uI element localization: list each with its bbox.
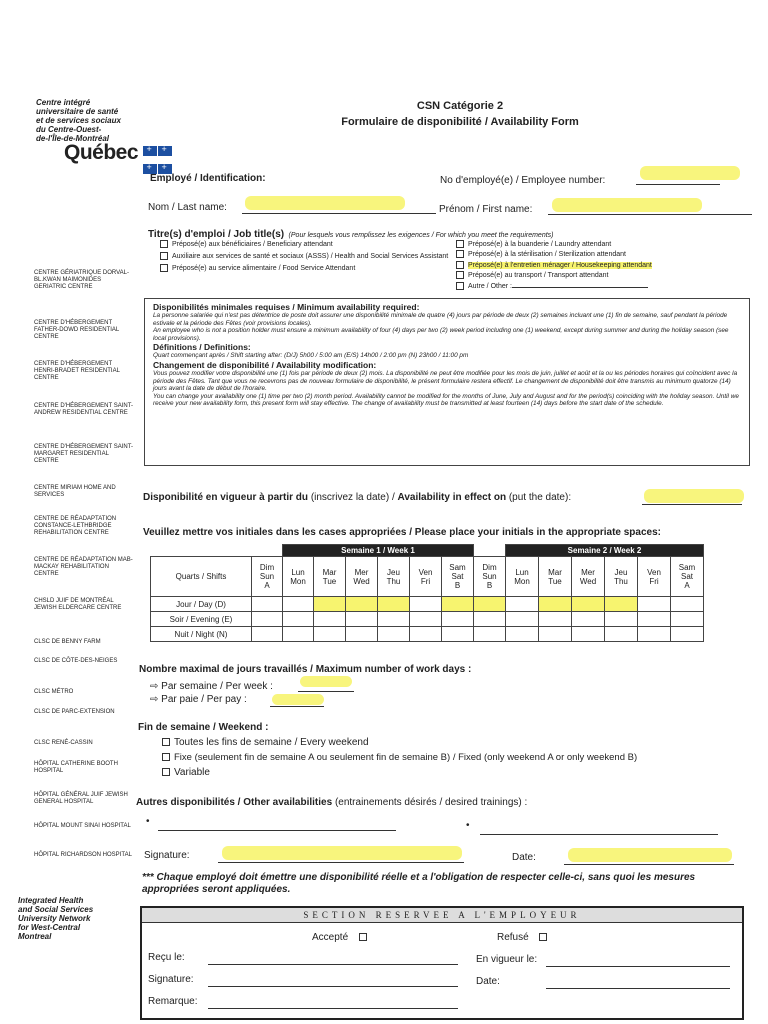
list-item: HÔPITAL RICHARDSON HOSPITAL	[34, 852, 132, 858]
job-option[interactable]: Préposé(e) à l'entretien ménager / Housekeeping attendant	[456, 261, 756, 270]
checkbox[interactable]	[162, 738, 170, 746]
signature-label: Signature:	[144, 850, 190, 861]
initial-cell[interactable]	[252, 597, 283, 612]
list-item: CLSC DE PARC-EXTENSION	[34, 709, 115, 715]
initials-instruction: Veuillez mettre vos initiales dans les cases appropriées / Please place your initials in the appropriate spaces:	[143, 527, 661, 538]
initial-cell[interactable]	[506, 612, 539, 627]
highlight-mark	[300, 676, 352, 687]
job-option[interactable]: Préposé(e) au service alimentaire / Food Service Attendant	[160, 264, 450, 273]
employer-date-label: Date:	[476, 976, 500, 987]
checkbox[interactable]	[359, 933, 367, 941]
per-week-field[interactable]	[298, 691, 354, 692]
day-header: Jeu Thu	[378, 557, 410, 597]
initial-cell[interactable]	[346, 612, 378, 627]
day-header: Sam Sat B	[442, 557, 474, 597]
initial-cell[interactable]	[605, 597, 638, 612]
employee-number-field[interactable]	[636, 184, 720, 185]
table-row	[151, 627, 704, 642]
day-header: Mer Wed	[346, 557, 378, 597]
initial-cell[interactable]	[474, 612, 506, 627]
highlight-mark	[552, 198, 702, 212]
initial-cell[interactable]	[605, 627, 638, 642]
initial-cell[interactable]	[283, 612, 314, 627]
initial-cell[interactable]	[474, 597, 506, 612]
last-name-label: Nom / Last name:	[148, 202, 227, 213]
initial-cell[interactable]	[605, 612, 638, 627]
highlight-mark	[644, 489, 744, 503]
list-item: CENTRE MIRIAM HOME AND SERVICES	[34, 485, 116, 498]
employer-signature-label: Signature:	[148, 974, 194, 985]
day-header: Jeu Thu	[605, 557, 638, 597]
remark-field[interactable]	[208, 1008, 458, 1009]
initial-cell[interactable]	[378, 597, 410, 612]
initial-cell[interactable]	[252, 627, 283, 642]
highlight-mark	[568, 848, 732, 862]
modification-heading: Changement de disponibilité / Availability modification:	[153, 359, 377, 370]
initial-cell[interactable]	[442, 597, 474, 612]
per-pay-label: ⇨ Par paie / Per pay :	[150, 694, 247, 705]
day-header: Mer Wed	[572, 557, 605, 597]
initial-cell[interactable]	[638, 627, 671, 642]
list-item: CENTRE DE RÉADAPTATION MAB-MACKAY REHABILITATION CENTRE	[34, 557, 133, 577]
definitions-text: Quart commençant après / Shift starting after: (D/J) 5h00 / 5:00 am (E/S) 14h00 / 2:00 pm (N) 23h00 / 11:00 pm	[153, 352, 469, 360]
list-item: CLSC DE CÔTE-DES-NEIGES	[34, 658, 118, 664]
refused-option[interactable]: Refusé	[497, 932, 551, 943]
remark-label: Remarque:	[148, 996, 198, 1007]
initial-cell[interactable]	[671, 597, 704, 612]
modification-en: You can change your availability one (1) time per two (2) month period. Availability cannot be modified for the months of June, July and August and for the period(s) coinciding with the holiday season. Until we receive your new availability form, this present form will stay effective. The change of availability must be transmitted at least fourteen (14) days before the start date of the schedule.	[153, 392, 739, 408]
other-availability-field[interactable]	[158, 830, 396, 831]
list-item: HÔPITAL CATHERINE BOOTH HOSPITAL	[34, 761, 118, 774]
per-week-label: ⇨ Par semaine / Per week :	[150, 681, 273, 692]
initial-cell[interactable]	[378, 627, 410, 642]
initial-cell[interactable]	[638, 597, 671, 612]
week2-header: Semaine 2 / Week 2	[506, 545, 704, 557]
received-field[interactable]	[208, 964, 458, 965]
weekend-heading: Fin de semaine / Weekend :	[138, 722, 269, 733]
last-name-field[interactable]	[242, 213, 436, 214]
org-name: Centre intégré universitaire de santé et de services sociaux du Centre-Ouest- de-l'Île-de-Montréal	[36, 98, 121, 143]
initial-cell[interactable]	[410, 612, 442, 627]
definitions-heading: Définitions / Definitions:	[153, 342, 251, 353]
day-header: Lun Mon	[506, 557, 539, 597]
checkbox[interactable]	[456, 282, 464, 290]
modification-fr: Vous pouvez modifier votre disponibilité une (1) fois par période de deux (2) mois. La disponibilité ne peut être modifiée pour les mois de juin, juillet et août et la ou les périodes horaires qui coïncident avec la période des Fêtes. Tant que vous ne recevrons pas de nouveau formulaire de disponibilité, le présent formulaire restera effectif. Le changement de disponibilité doit être transmis au minimum quatorze (14) jours avant la date de début de l'horaire.	[153, 369, 738, 393]
bullet: •	[146, 816, 150, 827]
day-header: Sam Sat A	[671, 557, 704, 597]
initial-cell[interactable]	[638, 612, 671, 627]
job-option[interactable]: Préposé(e) au transport / Transport attendant	[456, 271, 756, 280]
day-header: Ven Fri	[638, 557, 671, 597]
day-header: Dim Sun B	[474, 557, 506, 597]
weekend-option[interactable]: Toutes les fins de semaine / Every weekend	[162, 737, 369, 748]
checkbox[interactable]	[160, 240, 168, 248]
employer-section	[140, 906, 744, 1020]
initial-cell[interactable]	[539, 612, 572, 627]
highlight-mark	[245, 196, 405, 210]
highlight-mark	[222, 846, 462, 860]
initial-cell[interactable]	[314, 612, 346, 627]
shift-label: Jour / Day (D)	[151, 597, 252, 612]
initial-cell[interactable]	[474, 627, 506, 642]
initial-cell[interactable]	[671, 612, 704, 627]
day-header: Mar Tue	[314, 557, 346, 597]
job-option[interactable]: Auxiliaire aux services de santé et sociaux (ASSS) / Health and Social Services Assistant	[160, 252, 450, 261]
initial-cell[interactable]	[506, 597, 539, 612]
org-english-name: Integrated Health and Social Services University Network for West-Central Montreal	[18, 896, 94, 941]
initial-cell[interactable]	[572, 597, 605, 612]
initial-cell[interactable]	[283, 597, 314, 612]
initial-cell[interactable]	[506, 627, 539, 642]
minimum-availability-fr: La personne salariée qui n'est pas détentrice de poste doit assurer une disponibilité minimale de quatre (4) jours par période de deux (2) semaines incluant une (1) fin de semaine, sauf pendant la période estivale et la période des Fêtes (voir provisions locales).	[153, 312, 728, 327]
initial-cell[interactable]	[314, 627, 346, 642]
list-item: CENTRE DE RÉADAPTATION CONSTANCE-LETHBRIDGE REHABILITATION CENTRE	[34, 516, 117, 536]
job-option[interactable]: Préposé(e) à la buanderie / Laundry attendant	[456, 240, 756, 249]
list-item: CLSC DE BENNY FARM	[34, 639, 101, 645]
job-titles-heading: Titre(s) d'emploi / Job title(s) (Pour lesquels vous remplissez les exigences / For which you meet the requirements)	[148, 229, 554, 240]
checkbox[interactable]	[456, 261, 464, 269]
effective-date-field[interactable]	[642, 504, 742, 505]
arrow-icon: ⇨	[150, 694, 162, 705]
initial-cell[interactable]	[539, 597, 572, 612]
job-option[interactable]: Préposé(e) à la stérilisation / Sterilization attendant	[456, 250, 756, 259]
in-effect-label: En vigueur le:	[476, 954, 538, 965]
accepted-option[interactable]: Accepté	[312, 932, 371, 943]
checkbox[interactable]	[456, 240, 464, 248]
initial-cell[interactable]	[346, 597, 378, 612]
employer-section-heading: SECTION RESERVEE A L'EMPLOYEUR	[142, 908, 742, 923]
shifts-header: Quarts / Shifts	[151, 557, 252, 597]
list-item: CENTRE D'HÉBERGEMENT SAINT-ANDREW RESIDENTIAL CENTRE	[34, 403, 134, 416]
initial-cell[interactable]	[572, 612, 605, 627]
effective-date-label: Disponibilité en vigueur à partir du (inscrivez la date) / Availability in effect on (put the date):	[143, 492, 572, 503]
other-availabilities-heading: Autres disponibilités / Other availabilities (entrainements désirés / desired trainings) :	[136, 797, 528, 808]
per-pay-field[interactable]	[270, 706, 324, 707]
list-item: CENTRE D'HÉBERGEMENT FATHER-DOWD RESIDENTIAL CENTRE	[34, 320, 120, 340]
highlight-mark	[640, 166, 740, 180]
availability-table	[150, 544, 704, 642]
initial-cell[interactable]	[378, 612, 410, 627]
initial-cell[interactable]	[252, 612, 283, 627]
received-label: Reçu le:	[148, 952, 185, 963]
day-header: Mar Tue	[539, 557, 572, 597]
employer-signature-field[interactable]	[208, 986, 458, 987]
initial-cell[interactable]	[410, 627, 442, 642]
list-item: CENTRE D'HÉBERGEMENT HENRI-BRADET RESIDENTIAL CENTRE	[34, 361, 120, 381]
checkbox[interactable]	[160, 264, 168, 272]
list-item: HÔPITAL MOUNT SINAI HOSPITAL	[34, 823, 131, 829]
initial-cell[interactable]	[283, 627, 314, 642]
checkbox[interactable]	[162, 768, 170, 776]
rules-box	[144, 298, 750, 466]
date-label: Date:	[512, 852, 536, 863]
employee-section-label: Employé / Identification:	[150, 173, 266, 184]
checkbox[interactable]	[160, 252, 168, 260]
initial-cell[interactable]	[442, 627, 474, 642]
checkbox[interactable]	[162, 753, 170, 761]
initial-cell[interactable]	[572, 627, 605, 642]
signature-field[interactable]	[218, 862, 464, 863]
max-workdays-heading: Nombre maximal de jours travaillés / Maximum number of work days :	[139, 664, 472, 675]
initial-cell[interactable]	[442, 612, 474, 627]
job-option[interactable]: Autre / Other :	[456, 282, 756, 291]
employer-date-field[interactable]	[546, 988, 730, 989]
job-list-left	[160, 240, 450, 273]
checkbox[interactable]	[539, 933, 547, 941]
list-item: CLSC MÉTRO	[34, 689, 74, 695]
quebec-logo: Québec ++ ++	[64, 141, 172, 179]
weekend-option[interactable]: Fixe (seulement fin de semaine A ou seulement fin de semaine B) / Fixed (only weekend A or only weekend B)	[162, 752, 637, 763]
date-field[interactable]	[564, 864, 734, 865]
first-name-label: Prénom / First name:	[439, 204, 533, 215]
day-header: Ven Fri	[410, 557, 442, 597]
form-category: CSN Catégorie 2	[416, 100, 504, 112]
day-header: Dim Sun A	[252, 557, 283, 597]
list-item: CENTRE GÉRIATRIQUE DORVAL-BL.KWAN MAIMONIDES GERIATRIC CENTRE	[34, 270, 130, 290]
table-row	[151, 597, 704, 612]
job-list-right	[456, 240, 756, 291]
table-row	[151, 612, 704, 627]
in-effect-field[interactable]	[546, 966, 730, 967]
arrow-icon: ⇨	[150, 681, 162, 692]
list-item: HÔPITAL GÉNÉRAL JUIF JEWISH GENERAL HOSPITAL	[34, 792, 128, 805]
initial-cell[interactable]	[346, 627, 378, 642]
first-name-field[interactable]	[548, 214, 752, 215]
checkbox[interactable]	[456, 271, 464, 279]
list-item: CENTRE D'HÉBERGEMENT SAINT-MARGARET RESIDENTIAL CENTRE	[34, 444, 134, 464]
employee-number-label: No d'employé(e) / Employee number:	[440, 175, 606, 186]
shift-label: Soir / Evening (E)	[151, 612, 252, 627]
bullet: •	[466, 820, 470, 831]
week1-header: Semaine 1 / Week 1	[283, 545, 474, 557]
initial-cell[interactable]	[539, 627, 572, 642]
highlight-mark	[272, 694, 324, 705]
other-availability-field[interactable]	[480, 834, 718, 835]
weekend-option[interactable]: Variable	[162, 767, 210, 778]
initial-cell[interactable]	[410, 597, 442, 612]
job-option[interactable]: Préposé(e) aux bénéficiaires / Beneficiary attendant	[160, 240, 450, 249]
checkbox[interactable]	[456, 250, 464, 258]
initial-cell[interactable]	[314, 597, 346, 612]
initial-cell[interactable]	[671, 627, 704, 642]
minimum-availability-en: An employee who is not a position holder must ensure a minimum availability of four (4) days per two (2) week period including one (1) weekend, except during summer and during the holiday season (see local provisions).	[153, 327, 729, 342]
availability-notice: *** Chaque employé doit émettre une disponibilité réelle et a l'obligation de respecter celle-ci, sans quoi les mesures appropriées seront appliquées.	[142, 872, 696, 895]
page-title: Formulaire de disponibilité / Availability Form	[341, 116, 579, 128]
minimum-availability-heading: Disponibilités minimales requises / Minimum availability required:	[153, 302, 420, 312]
day-header: Lun Mon	[283, 557, 314, 597]
shift-label: Nuit / Night (N)	[151, 627, 252, 642]
list-item: CLSC RENÉ-CASSIN	[34, 740, 93, 746]
list-item: CHSLD JUIF DE MONTRÉAL JEWISH ELDERCARE CENTRE	[34, 598, 122, 611]
